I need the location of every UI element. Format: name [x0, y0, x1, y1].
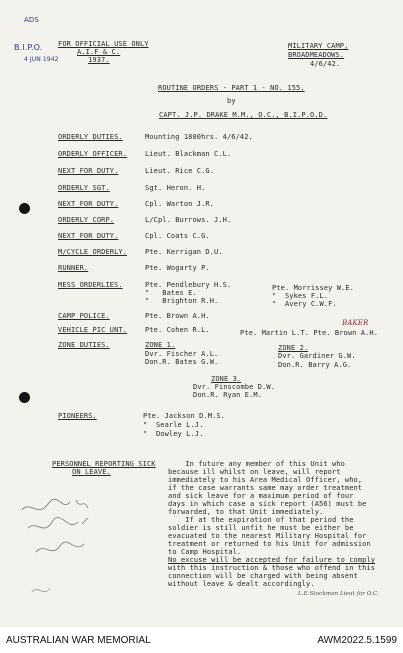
zone2-line: Dvr. Gardiner G.W.: [278, 352, 356, 360]
footer-source: AUSTRALIAN WAR MEMORIAL: [6, 635, 151, 646]
binder-hole: [19, 392, 30, 403]
zone2-title: ZONE 2.: [278, 344, 309, 352]
orders-by: by: [227, 97, 236, 105]
pioneers-line: Pte. Jackson D.M.S.: [143, 412, 225, 420]
orders-title: ROUTINE ORDERS - PART 1 - NO. 155.: [158, 84, 305, 92]
paragraph-line: treatment or returned to his Unit for admission: [168, 540, 371, 548]
vehicle-annotation: BAKER: [342, 319, 369, 327]
zone1-line: Don.R. Bates G.W.: [145, 358, 219, 366]
sick-label-2: ON LEAVE.: [72, 468, 111, 476]
footer-accession: AWM2022.5.1599: [317, 635, 397, 646]
paragraph-line: to Camp Hospital.: [168, 548, 242, 556]
binder-hole: [19, 203, 30, 214]
stamp-ref: ADS: [24, 16, 39, 24]
duty-label: ORDERLY OFFICER.: [58, 150, 128, 158]
mess-col1-line: Pte. Pendlebury H.S.: [145, 281, 232, 289]
mess-col1-line: " Brighton R.H.: [145, 297, 219, 305]
duty-value: Pte. Kerrigan D.U.: [145, 248, 223, 256]
duty-value: Sgt. Heron. H.: [145, 184, 206, 192]
vehicle-value-2: Pte. Martin L.T. Pte. Brown A.H.: [240, 329, 379, 337]
paragraph-line: days in which case a sick report (A56) must be: [168, 500, 367, 508]
zone3-line: Don.R. Ryan E.M.: [193, 391, 263, 399]
military-line-3: 4/6/42.: [310, 60, 341, 68]
pioneers-line: " Searle L.J.: [143, 421, 204, 429]
margin-pencil-notes: [18, 492, 108, 607]
military-line-1: MILITARY CAMP,: [288, 42, 349, 50]
zone2-line: Don.R. Barry A.G.: [278, 361, 352, 369]
paragraph-line: soldier is still unfit he must be either be: [168, 524, 354, 532]
zone1-line: Dvr. Fischer A.L.: [145, 350, 219, 358]
duty-label: ORDERLY CORP.: [58, 216, 115, 224]
footer-bar: [0, 627, 403, 653]
military-line-2: BROADMEADOWS.: [288, 51, 345, 59]
duty-value: L/Cpl. Burrows. J.H.: [145, 216, 232, 224]
duty-label: RUNNER.: [58, 264, 89, 272]
paragraph-line: immediately to his Area Medical Officer, who,: [168, 476, 363, 484]
vehicle-label: VEHICLE PIC UNT.: [58, 326, 128, 334]
duty-value: Cpl. Warton J.R.: [145, 200, 215, 208]
camp-police-value: Pte. Brown A.H.: [145, 312, 210, 320]
official-line-2: A.I.F & C.: [77, 48, 121, 56]
paragraph-line: No excuse will be accepted for failure to comply: [168, 556, 376, 564]
paragraph-line: evacuated to the nearest Military Hospital for: [168, 532, 367, 540]
duty-label: M/CYCLE ORDERLY.: [58, 248, 128, 256]
paragraph-line: connection will be charged with being absent: [168, 572, 358, 580]
camp-police-label: CAMP POLICE.: [58, 312, 110, 320]
duty-label: ORDERLY SGT.: [58, 184, 110, 192]
paragraph-line: because ill whilst on leave, will report: [168, 468, 341, 476]
paragraph-line: without leave & dealt accordingly.: [168, 580, 315, 588]
paragraph-line: In future any member of this Unit who: [168, 460, 345, 468]
mess-col2-line: " Avery C.W.F.: [272, 300, 337, 308]
mess-col1-line: " Bates E.: [145, 289, 197, 297]
duty-value: Pte. Wogarty P.: [145, 264, 210, 272]
duty-label: ORDERLY DUTIES.: [58, 133, 123, 141]
zone3-title: ZONE 3.: [211, 375, 242, 383]
mess-label: MESS ORDERLIES.: [58, 281, 123, 289]
paragraph-line: if the case warrants same may order treatment: [168, 484, 363, 492]
zone1-title: ZONE 1.: [145, 341, 176, 349]
orders-issuer: CAPT. J.P. DRAKE M.M., O.C., B.I.P.O.D.: [159, 111, 328, 119]
official-line-1: FOR OFFICIAL USE ONLY: [58, 40, 149, 48]
sick-label-1: PERSONNEL REPORTING SICK: [52, 460, 156, 468]
paragraph-line: forwarded, to that Unit immediately.: [168, 508, 324, 516]
duty-label: NEXT FOR DUTY.: [58, 167, 119, 175]
duty-label: NEXT FOR DUTY.: [58, 232, 119, 240]
duty-value: Lieut. Rice C.G.: [145, 167, 215, 175]
pioneers-line: " Dowley L.J.: [143, 430, 204, 438]
pioneers-label: PIONEERS.: [58, 412, 97, 420]
paragraph-line: with this instruction & those who offend in this: [168, 564, 376, 572]
mess-col2-line: Pte. Morrissey W.E.: [272, 284, 354, 292]
stamp-date: 4 JUN 1942: [24, 56, 59, 63]
official-line-3: 1937.: [88, 56, 110, 64]
duty-value: Mounting 1800hrs. 4/6/42.: [145, 133, 253, 141]
duty-label: NEXT FOR DUTY.: [58, 200, 119, 208]
duty-value: Cpl. Coats C.G.: [145, 232, 210, 240]
paragraph-line: and sick leave for a maximum period of four: [168, 492, 354, 500]
vehicle-value: Pte. Cohen R.L.: [145, 326, 210, 334]
stamp-office: B.I.P.O.: [14, 43, 43, 52]
paragraph-line: If at the expiration of that period the: [168, 516, 354, 524]
zone3-line: Dvr. Finscombe D.W.: [193, 383, 275, 391]
signature: L.E.Stockman Lieut for O.C.: [298, 591, 379, 597]
mess-col2-line: " Sykes F.L.: [272, 292, 329, 300]
duty-value: Lieut. Blackman C.L.: [145, 150, 232, 158]
zone-label: ZONE DUTIES.: [58, 341, 110, 349]
